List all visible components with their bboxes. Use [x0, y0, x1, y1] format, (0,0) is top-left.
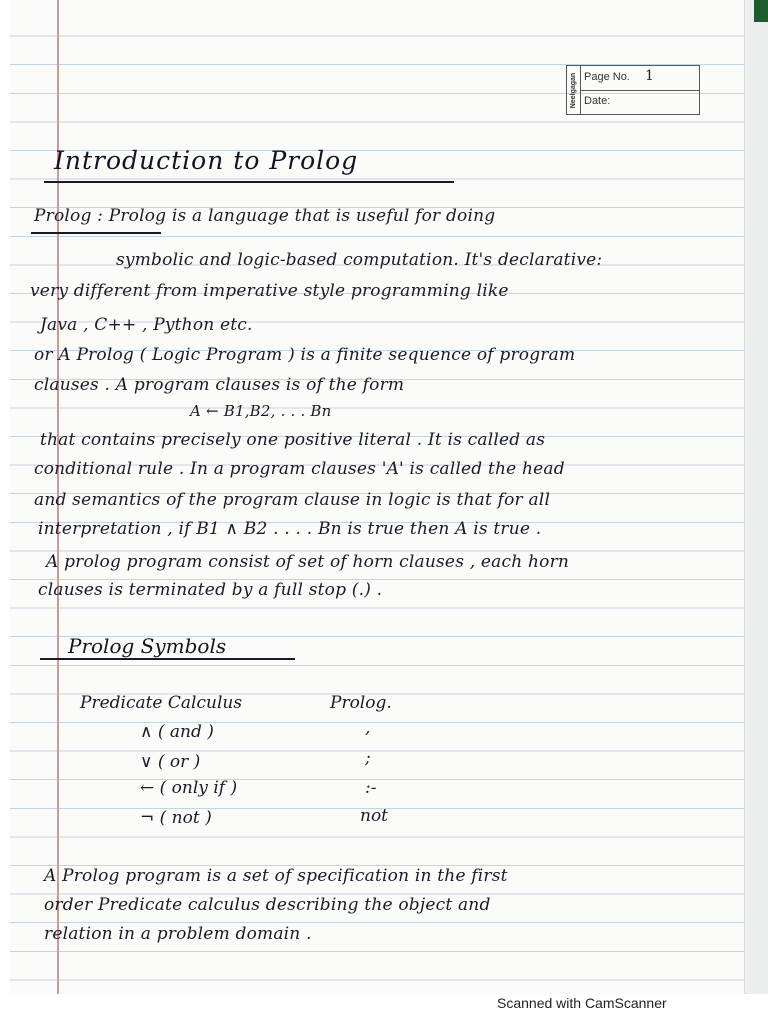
- page-box-divider: [580, 90, 699, 91]
- text-line: clauses is terminated by a full stop (.) .: [38, 580, 383, 600]
- section-heading: Prolog Symbols: [68, 634, 227, 658]
- table-cell: :-: [365, 778, 377, 798]
- term-underline: [31, 232, 161, 234]
- text-line: clauses . A program clauses is of the form: [34, 375, 405, 395]
- table-header: Prolog.: [330, 693, 392, 713]
- table-cell: ∧ ( and ): [140, 722, 214, 742]
- text-line: relation in a problem domain .: [44, 924, 312, 944]
- text-line: A Prolog program is a set of specification in the first: [44, 866, 508, 886]
- notebook-edge: [745, 0, 768, 994]
- page-title: Introduction to Prolog: [54, 146, 359, 175]
- table-cell: ;: [365, 748, 371, 768]
- text-line: Prolog : Prolog is a language that is useful for doing: [34, 206, 496, 226]
- table-cell: ∨ ( or ): [140, 752, 201, 772]
- table-cell: not: [360, 806, 389, 826]
- formula-line: A ← B1,B2, . . . Bn: [190, 402, 332, 420]
- table-cell: ,: [365, 718, 371, 738]
- text-line: interpretation , if B1 ∧ B2 . . . . Bn is true then A is true .: [38, 519, 542, 539]
- section-heading-underline: [40, 658, 295, 660]
- text-line: very different from imperative style programming like: [30, 281, 509, 301]
- text-line: A prolog program consist of set of horn clauses , each horn: [46, 552, 570, 572]
- page-no-value: 1: [645, 68, 654, 84]
- table-cell: ¬ ( not ): [140, 808, 212, 828]
- text-line: or A Prolog ( Logic Program ) is a finite sequence of program: [34, 345, 576, 365]
- text-line: symbolic and logic-based computation. It's declarative:: [116, 250, 603, 270]
- page-no-label: Page No.: [584, 71, 630, 83]
- table-header: Predicate Calculus: [80, 693, 243, 713]
- date-label: Date:: [584, 95, 611, 107]
- page-number-box: [566, 65, 700, 115]
- text-line: conditional rule . In a program clauses 'A' is called the head: [34, 459, 565, 479]
- title-underline: [44, 181, 454, 183]
- text-line: that contains precisely one positive literal . It is called as: [40, 430, 546, 450]
- text-line: and semantics of the program clause in logic is that for all: [34, 490, 551, 510]
- brand-logo: Neelgagan: [567, 66, 581, 114]
- text-line: Java , C++ , Python etc.: [40, 315, 253, 335]
- cover-corner: [754, 0, 768, 22]
- text-line: order Predicate calculus describing the object and: [44, 895, 491, 915]
- table-cell: ← ( only if ): [140, 778, 238, 798]
- scanner-watermark: Scanned with CamScanner: [497, 995, 667, 1011]
